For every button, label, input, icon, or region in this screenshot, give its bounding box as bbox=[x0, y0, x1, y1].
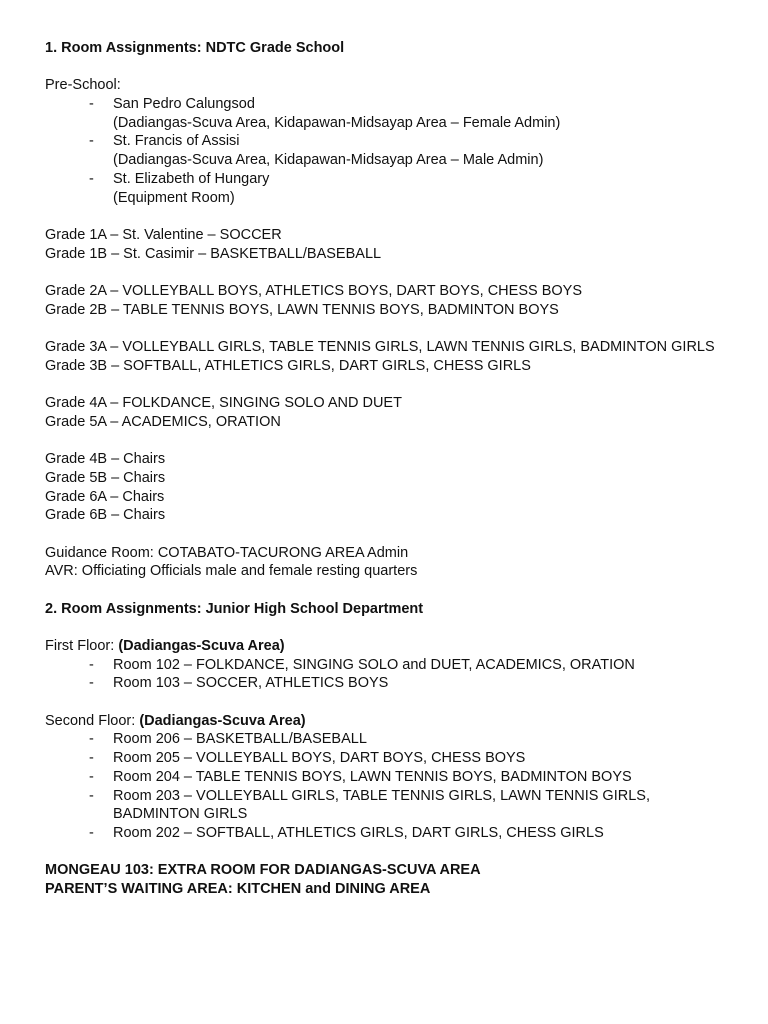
grade-line: Grade 3A – VOLLEYBALL GIRLS, TABLE TENNIS GIRLS, LAWN TENNIS GIRLS, BADMINTON GIRLS bbox=[45, 339, 715, 355]
second-floor-item bbox=[45, 787, 745, 806]
second-floor-item bbox=[45, 824, 745, 843]
bullet-dash: - bbox=[89, 656, 94, 673]
bullet-dash: - bbox=[89, 731, 94, 748]
bullet-dash: - bbox=[89, 133, 94, 150]
grade-line: Grade 4B – Chairs bbox=[45, 451, 166, 468]
preschool-item-title: St. Elizabeth of Hungary bbox=[113, 170, 270, 187]
room-text: Room 202 – SOFTBALL, ATHLETICS GIRLS, DART GIRLS, CHESS GIRLS bbox=[113, 824, 604, 841]
footer-line-1: MONGEAU 103: EXTRA ROOM FOR DADIANGAS-SCUVA AREA bbox=[45, 862, 481, 879]
bullet-dash: - bbox=[89, 787, 94, 804]
bullet-dash: - bbox=[89, 675, 94, 692]
second-floor-item bbox=[45, 768, 745, 787]
first-floor-label: First Floor: bbox=[45, 638, 119, 654]
room-line: AVR: Officiating Officials male and female resting quarters bbox=[45, 563, 418, 580]
preschool-item-title: St. Francis of Assisi bbox=[113, 133, 240, 150]
second-floor-item bbox=[45, 749, 745, 768]
second-floor-item bbox=[45, 730, 745, 749]
room-text: Room 103 – SOCCER, ATHLETICS BOYS bbox=[113, 675, 389, 692]
grade-line: Grade 6B – Chairs bbox=[45, 507, 166, 524]
section1-heading: 1. Room Assignments: NDTC Grade School bbox=[45, 40, 345, 56]
preschool-item-3 bbox=[45, 170, 745, 189]
grade-line: Grade 2A – VOLLEYBALL BOYS, ATHLETICS BOYS, DART BOYS, CHESS BOYS bbox=[45, 282, 582, 299]
first-floor-area: (Dadiangas-Scuva Area) bbox=[118, 638, 285, 654]
preschool-item-detail: (Dadiangas-Scuva Area, Kidapawan-Midsayap Area – Female Admin) bbox=[113, 114, 561, 131]
grade-line: Grade 1A – St. Valentine – SOCCER bbox=[45, 226, 282, 243]
section2-heading: 2. Room Assignments: Junior High School Department bbox=[45, 600, 424, 617]
room-203-continuation: BADMINTON GIRLS bbox=[113, 806, 248, 823]
footer-line-2: PARENT’S WAITING AREA: KITCHEN and DINING AREA bbox=[45, 880, 431, 897]
first-floor-line bbox=[45, 637, 745, 656]
bullet-dash: - bbox=[89, 768, 94, 785]
room-text: Room 203 – VOLLEYBALL GIRLS, TABLE TENNIS GIRLS, LAWN TENNIS GIRLS, bbox=[113, 787, 650, 804]
grade-line: Grade 1B – St. Casimir – BASKETBALL/BASEBALL bbox=[45, 245, 382, 262]
bullet-dash: - bbox=[89, 96, 94, 113]
grade-line: Grade 2B – TABLE TENNIS BOYS, LAWN TENNIS BOYS, BADMINTON BOYS bbox=[45, 301, 559, 318]
second-floor-line bbox=[45, 712, 745, 731]
grade-line: Grade 5A – ACADEMICS, ORATION bbox=[45, 413, 281, 430]
bullet-dash: - bbox=[89, 824, 94, 841]
first-floor-item bbox=[45, 674, 745, 693]
bullet-dash: - bbox=[89, 170, 94, 187]
second-floor-area: (Dadiangas-Scuva Area) bbox=[139, 712, 306, 729]
preschool-item-detail: (Dadiangas-Scuva Area, Kidapawan-Midsayap Area – Male Admin) bbox=[113, 152, 544, 169]
document-page bbox=[45, 39, 745, 899]
preschool-label: Pre-School: bbox=[45, 77, 121, 94]
preschool-item-2 bbox=[45, 132, 745, 151]
grade-line: Grade 6A – Chairs bbox=[45, 488, 165, 505]
room-text: Room 206 – BASKETBALL/BASEBALL bbox=[113, 731, 367, 748]
room-line: Guidance Room: COTABATO-TACURONG AREA Admin bbox=[45, 544, 409, 561]
preschool-item-detail: (Equipment Room) bbox=[113, 189, 235, 206]
preschool-item-title: San Pedro Calungsod bbox=[113, 96, 255, 113]
grade-line: Grade 3B – SOFTBALL, ATHLETICS GIRLS, DART GIRLS, CHESS GIRLS bbox=[45, 357, 531, 374]
bullet-dash: - bbox=[89, 750, 94, 767]
first-floor-item bbox=[45, 656, 745, 675]
grade-line: Grade 5B – Chairs bbox=[45, 469, 166, 486]
room-text: Room 204 – TABLE TENNIS BOYS, LAWN TENNIS BOYS, BADMINTON BOYS bbox=[113, 768, 632, 785]
room-text: Room 102 – FOLKDANCE, SINGING SOLO and DUET, ACADEMICS, ORATION bbox=[113, 656, 635, 673]
grade-line: Grade 4A – FOLKDANCE, SINGING SOLO AND DUET bbox=[45, 395, 402, 412]
room-text: Room 205 – VOLLEYBALL BOYS, DART BOYS, CHESS BOYS bbox=[113, 750, 526, 767]
preschool-item-1 bbox=[45, 95, 745, 114]
second-floor-label: Second Floor: bbox=[45, 712, 140, 729]
